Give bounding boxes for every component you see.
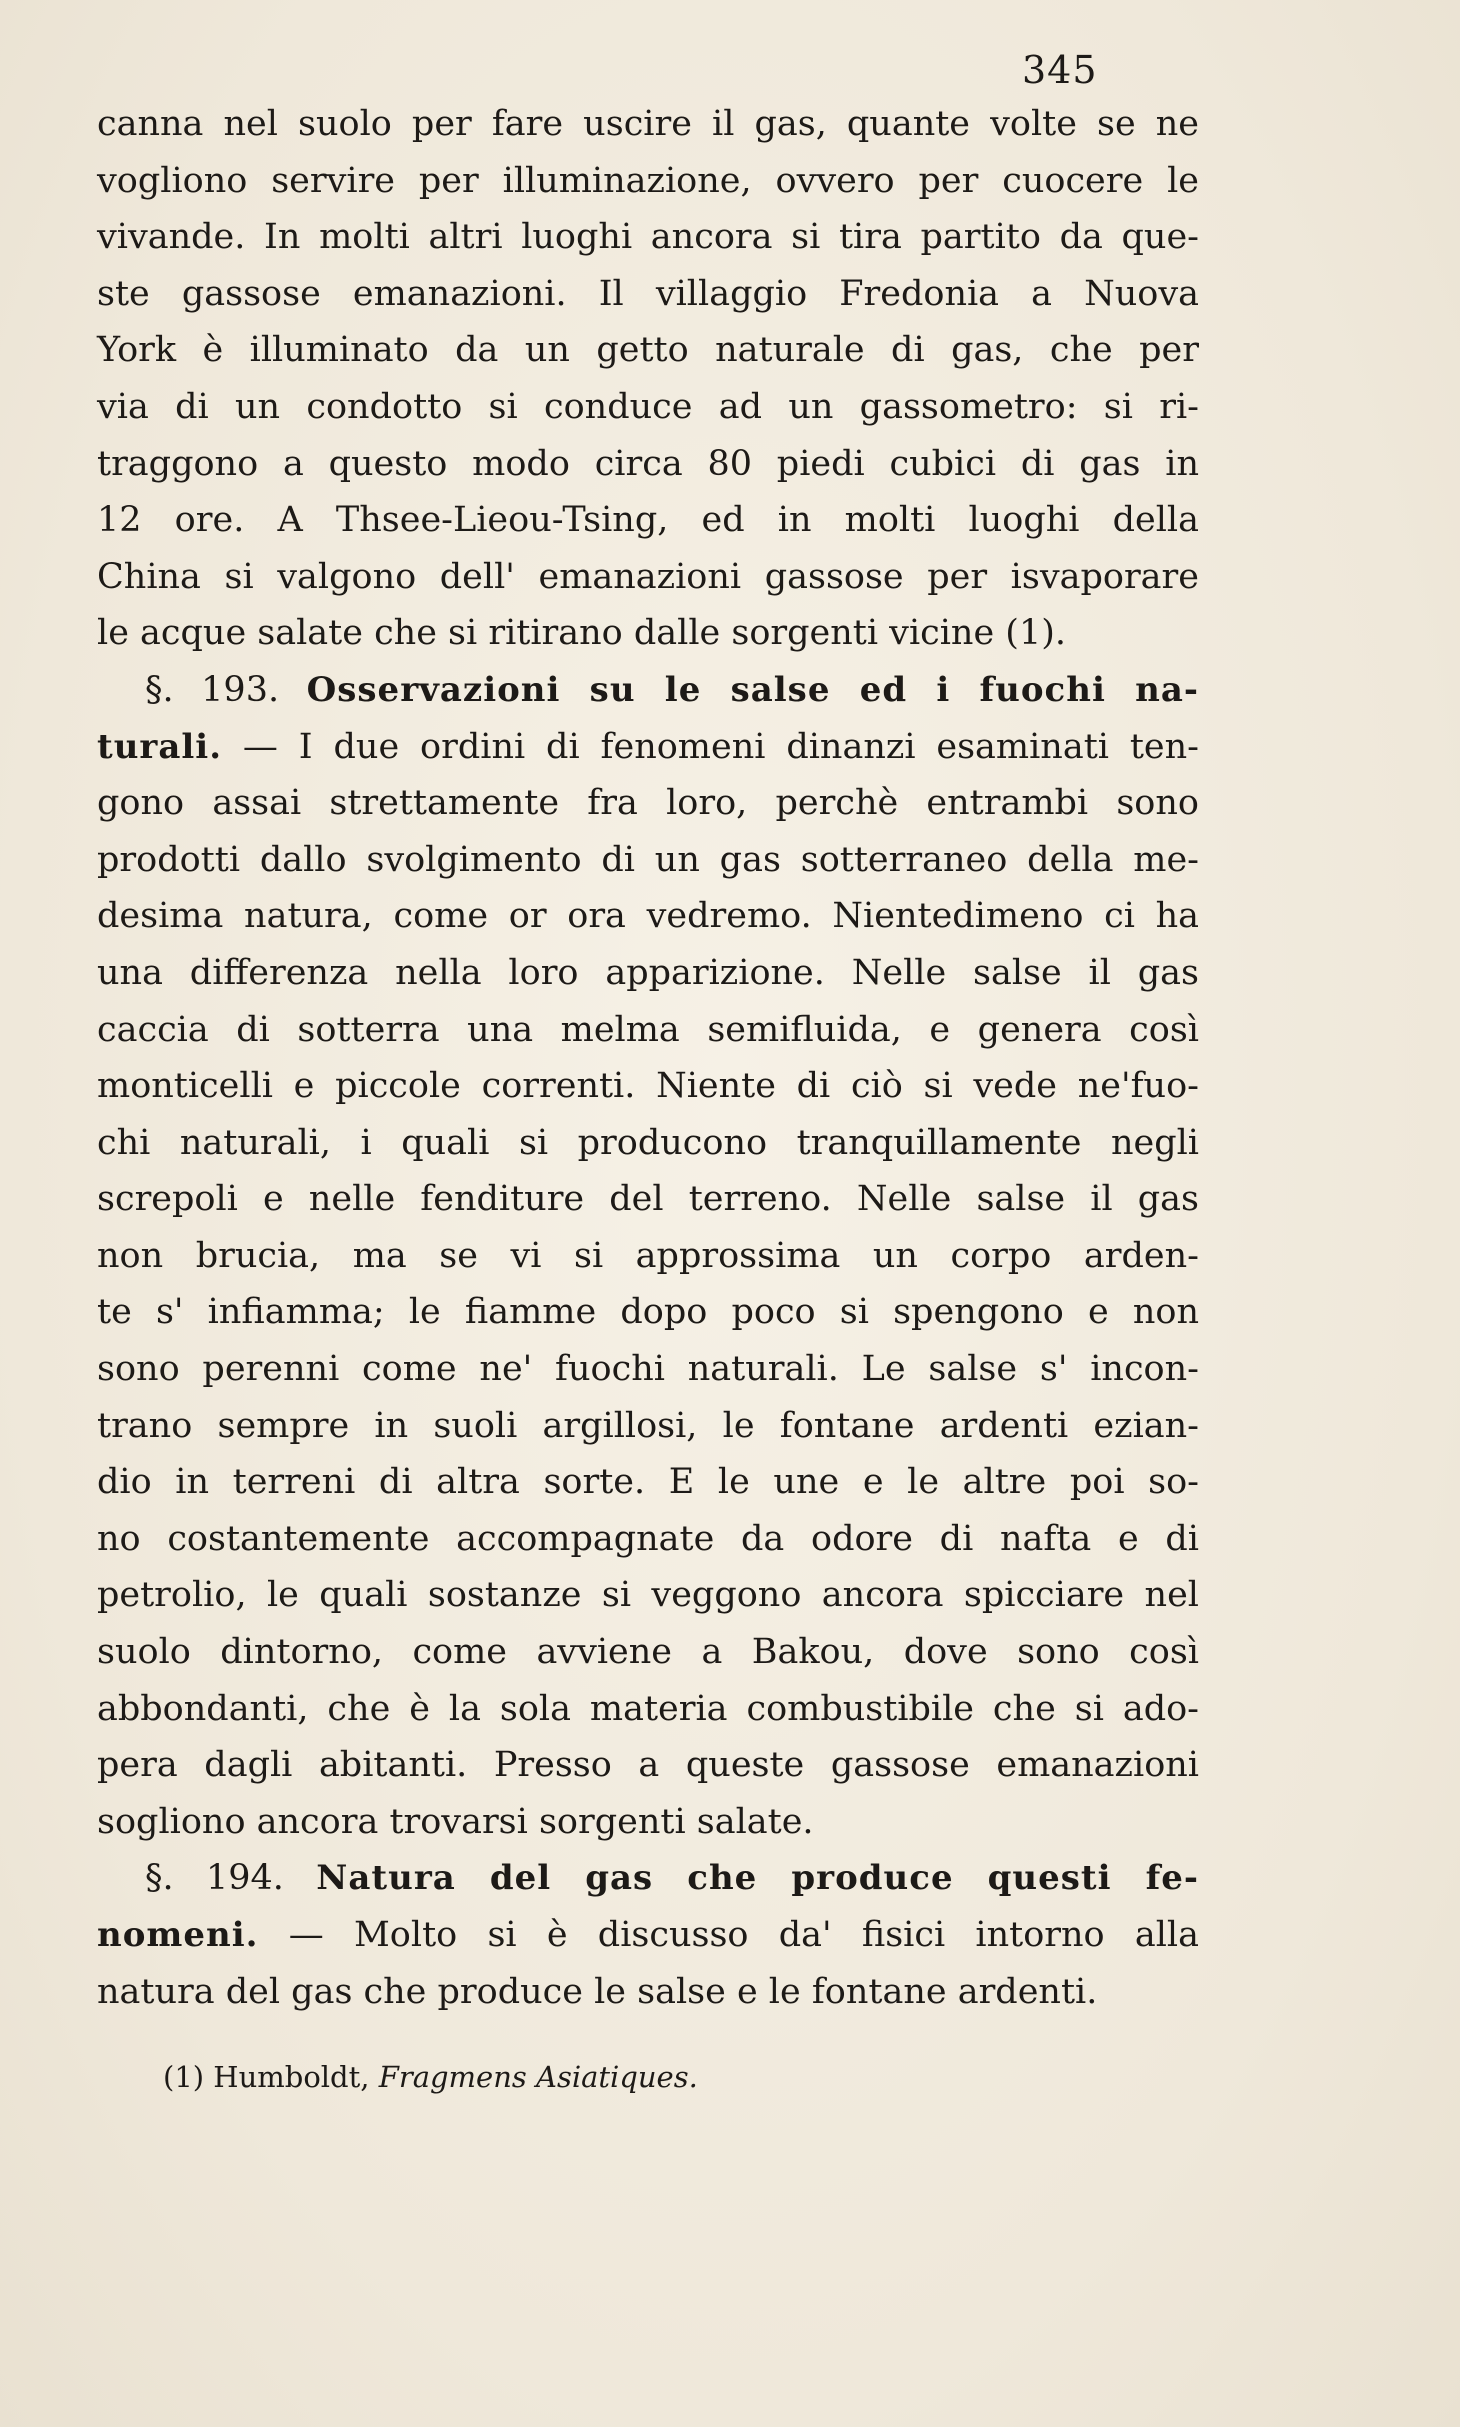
text-line: caccia di sotterra una melma semifluida, e genera così: [97, 1009, 1199, 1050]
text-line: [97, 719, 1199, 776]
text-line: vogliono servire per illuminazione, ovvero per cuocere le: [97, 160, 1199, 201]
section-text: — Molto si è discusso da' fisici intorno alla: [258, 1915, 1199, 1955]
section-heading: Osservazioni su le salse ed i fuochi na-: [306, 669, 1199, 710]
text-line: desima natura, come or ora vedremo. Nientedimeno ci ha: [97, 896, 1199, 937]
text-line: pera dagli abitanti. Presso a queste gassose emanazioni: [97, 1745, 1199, 1786]
text-line: suolo dintorno, come avviene a Bakou, dove sono così: [97, 1632, 1199, 1673]
text-line: China si valgono dell' emanazioni gassose per isvaporare: [97, 556, 1199, 597]
text-line: ste gassose emanazioni. Il villaggio Fredonia a Nuova: [97, 273, 1199, 314]
text-line: petrolio, le quali sostanze si veggono ancora spicciare nel: [97, 1575, 1199, 1616]
text-line: te s' infiamma; le fiamme dopo poco si spengono e non: [97, 1292, 1199, 1333]
text-line: vivande. In molti altri luoghi ancora si tira partito da que-: [97, 217, 1199, 258]
text-line: natura del gas che produce le salse e le fontane ardenti.: [97, 1971, 1098, 2012]
footnote-marker: (1) Humboldt,: [163, 2060, 370, 2094]
text-line: trano sempre in suoli argillosi, le fontane ardenti ezian-: [97, 1405, 1199, 1446]
text-line: [97, 1907, 1199, 1964]
section-heading-continued: nomeni.: [97, 1915, 259, 1955]
section-number: §. 193.: [145, 669, 280, 710]
text-line: monticelli e piccole correnti. Niente di ciò si vede ne'fuo-: [97, 1066, 1199, 1107]
footnote: [163, 2060, 698, 2094]
text-line: chi naturali, i quali si producono tranquillamente negli: [97, 1122, 1199, 1163]
text-line: sogliono ancora trovarsi sorgenti salate.: [97, 1801, 814, 1842]
section-number: §. 194.: [145, 1858, 284, 1899]
text-line: traggono a questo modo circa 80 piedi cubici di gas in: [97, 443, 1199, 484]
text-line: le acque salate che si ritirano dalle sorgenti vicine (1).: [97, 613, 1067, 654]
section-heading: Natura del gas che produce questi fe-: [316, 1858, 1199, 1899]
text-line: gono assai strettamente fra loro, perchè entrambi sono: [97, 783, 1199, 824]
section-194-heading-line: [97, 1850, 1199, 1907]
text-line: 12 ore. A Thsee-Lieou-Tsing, ed in molti luoghi della: [97, 500, 1199, 541]
text-line: abbondanti, che è la sola materia combustibile che si ado-: [97, 1688, 1199, 1729]
text-line: prodotti dallo svolgimento di un gas sotterraneo della me-: [97, 839, 1199, 880]
page-number: 345: [1022, 48, 1098, 92]
section-heading-continued: turali.: [97, 726, 223, 767]
text-line: sono perenni come ne' fuochi naturali. Le salse s' incon-: [97, 1349, 1199, 1390]
text-line: no costantemente accompagnate da odore di nafta e di: [97, 1518, 1199, 1559]
text-line: non brucia, ma se vi si approssima un corpo arden-: [97, 1235, 1199, 1276]
text-line: una differenza nella loro apparizione. Nelle salse il gas: [97, 952, 1199, 993]
section-text: — I due ordini di fenomeni dinanzi esaminati ten-: [222, 726, 1199, 767]
text-line: dio in terreni di altra sorte. E le une e le altre poi so-: [97, 1462, 1199, 1503]
footnote-title: Fragmens Asiatiques.: [378, 2060, 698, 2094]
text-line: canna nel suolo per fare uscire il gas, quante volte se ne: [97, 104, 1199, 144]
text-line: via di un condotto si conduce ad un gassometro: si ri-: [97, 386, 1199, 427]
section-193-heading-line: [97, 662, 1199, 719]
body-text: [97, 96, 1199, 2020]
text-line: York è illuminato da un getto naturale di gas, che per: [97, 330, 1199, 371]
text-line: screpoli e nelle fenditure del terreno. Nelle salse il gas: [97, 1179, 1199, 1220]
